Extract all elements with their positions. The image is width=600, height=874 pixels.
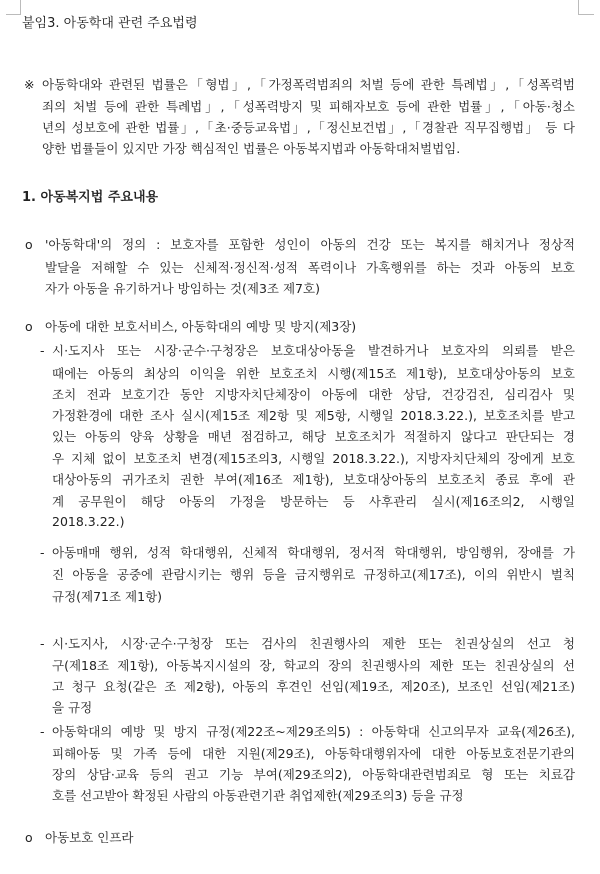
service-line: 시·도지사 또는 시장·군수·구청장은 보호대상아동을 발견하거나 보호자의 의뢰를 받은	[52, 343, 575, 358]
service-line: 계 공무원이 해당 아동의 가정을 방문하는 등 사후관리 실시(제16조의2, 시행일	[52, 494, 575, 509]
service-line: 때에는 아동의 최상의 이익을 위한 보호조치 시행(제15조 제1항), 보호대상아동의 보호	[52, 366, 575, 381]
page-corner-mark-left-h	[6, 14, 21, 15]
definition-line: 발달을 저해할 수 있는 신체적·정신적·성적 폭력이나 가혹행위를 하는 것과 아동의 보호	[45, 260, 575, 275]
circle-bullet: o	[25, 830, 33, 845]
circle-bullet: o	[25, 237, 33, 252]
service-line: 대상아동의 귀가조치 권한 부여(제16조 제1항), 보호대상아동의 보호조치 종료 후에 관	[52, 472, 575, 487]
dash-bullet: -	[40, 545, 45, 560]
service-line: 호를 선고받아 확정된 사람의 아동관련기관 취업제한(제29조의3) 등을 규정	[52, 788, 464, 803]
service-line: 피해아동 및 가족 등에 대한 지원(제29조), 아동학대행위자에 대한 아동보호전문기관의	[52, 746, 575, 761]
service-line: 규정(제71조 제1항)	[52, 589, 163, 604]
note-marker: ※	[24, 77, 35, 92]
service-line: 아동학대의 예방 및 방지 규정(제22조~제29조의5) : 아동학대 신고의무자 교육(제26조),	[52, 724, 575, 739]
service-line: 시·도지사, 시장·군수·구청장 또는 검사의 친권행사의 제한 또는 친권상실의 선고 청	[52, 636, 575, 651]
dash-bullet: -	[40, 724, 45, 739]
page-corner-mark-right-h	[578, 14, 594, 15]
service-line: 을 규정	[52, 700, 93, 715]
service-line: 장의 상담·교육 등의 권고 기능 부여(제29조의2), 아동학대관련범죄로 형 또는 치료감	[52, 767, 575, 782]
infra-heading: 아동보호 인프라	[45, 830, 134, 845]
section-heading: 1. 아동복지법 주요내용	[22, 190, 159, 205]
service-line: 가정환경에 대한 조사 실시(제15조 제2항 및 제5항, 시행일 2018.3.22.), 보호조치를 받고	[52, 408, 575, 423]
note-line: 아동학대와 관련된 법률은「형법」,「가정폭력범죄의 처벌 등에 관한 특례법」,「성폭력범	[42, 77, 575, 92]
service-line: 고 청구 요청(같은 조 제2항), 아동의 후견인 선임(제19조, 제20조), 보조인 선임(제21조)	[52, 679, 575, 694]
page-corner-mark-right	[578, 0, 579, 14]
page-corner-mark-left	[20, 0, 21, 14]
service-line: 조치 전과 보호기간 동안 지방자치단체장이 아동에 대한 상담, 건강검진, 심리검사 및	[52, 387, 575, 402]
service-line: 구(제18조 제1항), 아동복지시설의 장, 학교의 장의 친권행사의 제한 또는 친권상실의 선	[52, 658, 575, 673]
service-line: 아동매매 행위, 성적 학대행위, 신체적 학대행위, 정서적 학대행위, 방임행위, 장애를 가	[52, 545, 575, 560]
definition-line: '아동학대'의 정의 : 보호자를 포함한 성인이 아동의 건강 또는 복지를 해치거나 정상적	[45, 237, 575, 252]
note-line: 년의 성보호에 관한 법률」,「초·중등교육법」,「정신보건법」,「경찰관 직무집행법」 등 다	[42, 120, 575, 135]
definition-line: 자가 아동을 유기하거나 방임하는 것(제3조 제7호)	[45, 281, 320, 296]
circle-bullet: o	[25, 319, 33, 334]
service-line: 있는 아동의 양육 상황을 매년 점검하고, 해당 보호조치가 적절하지 않다고 판단되는 경	[52, 429, 575, 444]
note-line: 양한 법률들이 있지만 가장 핵심적인 법률은 아동복지법과 아동학대처벌법임.	[42, 141, 461, 156]
note-line: 죄의 처벌 등에 관한 특례법」,「성폭력방지 및 피해자보호 등에 관한 법률」,「아동·청소	[42, 99, 575, 114]
service-line: 우 지체 없이 보호조치 변경(제15조의3, 시행일 2018.3.22.), 지방자치단체의 장에게 보호	[52, 451, 575, 466]
services-heading: 아동에 대한 보호서비스, 아동학대의 예방 및 방지(제3장)	[45, 319, 357, 334]
dash-bullet: -	[40, 636, 45, 651]
document-title: 붙임3. 아동학대 관련 주요법령	[22, 16, 198, 31]
service-line: 진 아동을 공중에 관람시키는 행위 등을 금지행위로 규정하고(제17조), 이의 위반시 벌칙	[52, 567, 575, 582]
service-line: 2018.3.22.)	[52, 514, 125, 529]
dash-bullet: -	[40, 343, 45, 358]
